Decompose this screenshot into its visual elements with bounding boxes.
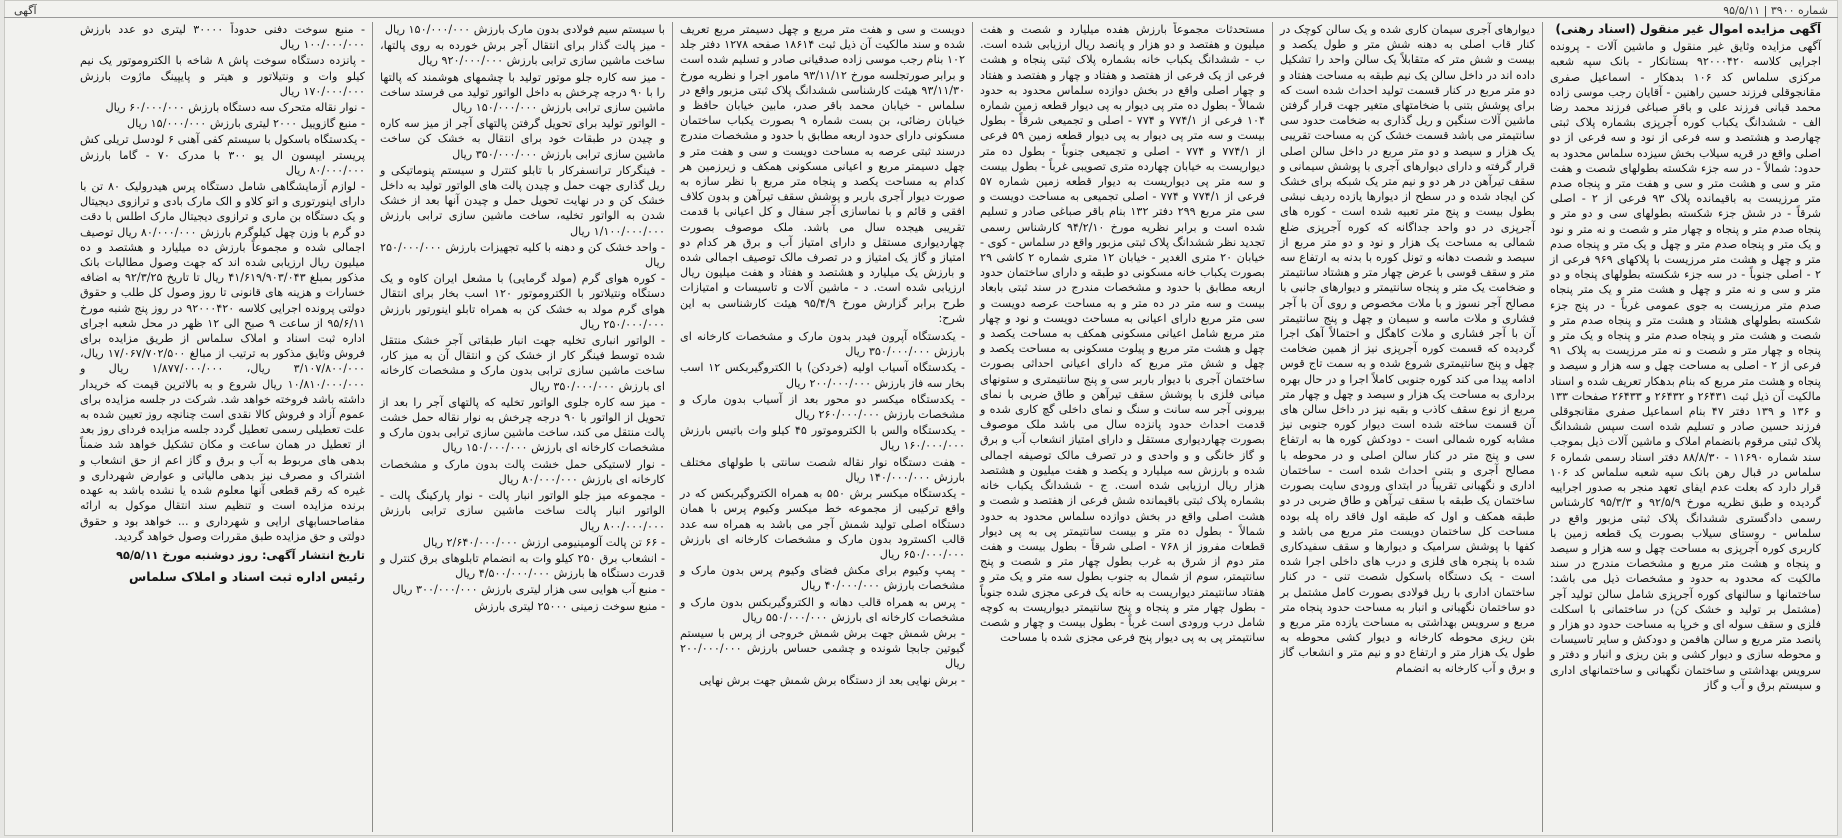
asset-item: - نوار نقاله متحرک سه دستگاه بارزش ۶۰/۰۰۰/۰۰۰ ریال [105, 101, 365, 115]
asset-item: - فینگرکار ترانسفرکار با تابلو کنترل و سیستم پنوماتیکی و ریل گذاری جهت حمل و چیدن پالت های الواتور تولید به داخل خشک کن و در نهایت تحویل حمل و چیدن آنها بعد از خشک شدن به الواتور تخلیه، ساخت ماشین سازی ترابی بارزش ۱/۱۰۰/۰۰۰/۰۰۰ ریال [380, 163, 665, 238]
asset-item: - یکدستگاه میکسر دو محور بعد از آسیاب بدون مارک و مشخصات بارزش ۲۶۰/۰۰۰/۰۰۰ ریال [680, 392, 965, 422]
asset-item: - پمپ وکیوم برای مکش فضای وکیوم پرس بدون مارک و مشخصات بارزش ۴۰/۰۰۰/۰۰۰ ریال [680, 564, 965, 593]
column-fade [673, 818, 972, 832]
asset-item: - پانزده دستگاه سوخت پاش ۸ شاخه با الکتروموتور یک نیم کیلو وات و ونتیلاتور و هیتر و پایپینگ ماژوت بارزش ۱۷۰/۰۰۰/۰۰۰ ریال [80, 54, 365, 98]
asset-item: - منبع گازوییل ۲۰۰۰ لیتری بارزش ۱۵/۰۰۰/۰۰۰ ریال [127, 117, 365, 131]
column-4-body: دویست و سی و هفت متر مربع و چهل دسیمتر مربع تعریف شده و سند مالکیت آن ذیل ثبت ۱۸۶۱۴ صفحه ۱۲۷۸ دفتر جلد ۱۰۲ بنام رجب موسی زاده صدقیانی صادر و تسلیم شده است و برابر صورتجلسه مورخ ۹۳/۱۱/۱۲ مامور اجرا و نظریه مورخ ۹۳/۱۱/۳۰ هیئت کارشناسی ششدانگ پلاک ثبتی مزبور واقع در سلماس - خیابان محمد باقر صدر، مابین خیابان حافظ و خیابان رضائی، بن بست شماره ۹ بصورت یکباب ساختمان مسکونی دارای حدود اربعه مطابق با حدود و مشخصات مندرج درسند ثبتی عرصه به مساحت دویست و سی و هفت متر و چهل دسیمتر مربع و اعیانی مسکونی همکف و زیرزمین هر کدام به مساحت یکصد و پنجاه متر مربع با نظر سازه به صورت دیوار آجری باربر و پوشش سقف تیرآهن و بدون کلاف افقی و قائم و با نماسازی آجر سفال و کل اعیانی با قدمت تقریبی هیجده سال می باشد. ملک موصوف بصورت چهاردیواری مستقل و دارای امتیاز آب و برق هر کدام دو امتیاز و گاز یک امتیاز و در تصرف مالک توصیف اجمالی شده و بارزش یک میلیارد و هشتصد و هفتاد و هفت میلیون ریال ارزیابی شده است. د - ماشین آلات و تاسیسات و امتیازات طرح برابر گزارش مورخ ۹۵/۴/۹ هیئت کارشناسی به این شرح: [680, 23, 965, 325]
asset-item: - برش نهایی بعد از دستگاه برش شمش جهت برش نهایی [699, 673, 965, 687]
asset-item: - انشعاب برق ۲۵۰ کیلو وات به انضمام تابلوهای برق کنترل و قدرت دستگاه ها بارزش ۴/۵۰۰/۰۰۰/۰۰۰ ریال [380, 551, 665, 581]
asset-item: - پرس به همراه قالب دهانه و الکتروگیربکس بدون مارک و مشخصات کارخانه ای بارزش ۵۵۰/۰۰۰/۰۰۰ ریال [680, 595, 965, 624]
column-1 [1543, 22, 1828, 832]
asset-item: - نوار لاستیکی حمل خشت پالت بدون مارک و مشخصات کارخانه ای بارزش ۸۰/۰۰۰/۰۰۰ ریال [380, 457, 665, 486]
asset-item: - برش شمش جهت برش شمش خروجی از پرس با سیستم گیوتین جابجا شونده و چشمی حساس بارزش ۲۰۰/۰۰۰/۰۰۰ ریال [680, 626, 965, 671]
asset-item: - منبع سوخت زمینی ۲۵۰۰۰ لیتری بارزش [474, 599, 665, 613]
asset-item: - الواتور تولید برای تحویل گرفتن پالتهای آجر از میز سه کاره و چیدن در طبقات خود برای انتقال به خشک کن ساخت ماشین سازی ترابی بارزش ۳۵۰/۰۰۰/۰۰۰ ریال [380, 117, 665, 161]
column-fade [373, 818, 672, 832]
asset-item: - واحد خشک کن و دهنه با کلیه تجهیزات بارزش ۲۵۰/۰۰۰/۰۰۰ ریال [380, 240, 665, 270]
columns-container [14, 22, 1828, 832]
issue-number: شماره ۳۹۰۰ | ۹۵/۵/۱۱ [1723, 3, 1828, 17]
column-3 [973, 22, 1273, 832]
asset-item: - یکدستگاه آپرون فیدر بدون مارک و مشخصات کارخانه ای بارزش ۳۵۰/۰۰۰/۰۰۰ ریال [680, 330, 965, 359]
notice-title: آگهی مزایده اموال غیر منقول (اسناد رهنی) [1555, 22, 1821, 36]
newspaper-page [4, 0, 1838, 836]
asset-item: - الواتور انباری تخلیه جهت انبار طبقاتی آجر خشک منتقل شده توسط فینگر کار از خشک کن و انتقال آن به میز کار، ساخت ماشین سازی ترابی بدون مارک و مشخصات کارخانه ای بارزش ۳۵۰/۰۰۰/۰۰۰ ریال [380, 334, 665, 393]
asset-item: - میز پالت گذار برای انتقال آجر برش خورده به روی پالتها، ساخت ماشین سازی ترابی بارزش ۹۲۰/۰۰۰/۰۰۰ ریال [380, 39, 665, 68]
asset-item: - منبع سوخت دفنی حدوداً ۳۰۰۰۰ لیتری دو عدد بارزش ۱۰۰/۰۰۰/۰۰۰ ریال [80, 23, 365, 52]
column-2-body: دیوارهای آجری سیمان کاری شده و یک سالن کوچک در کنار قاب اصلی به دهنه شش متر و طول یکصد و بیست و شش متر که متقابلاً یک سالن واحد را تشکیل داده اند در داخل سالن یک نیم طبقه به مساحت هفتاد و دو متر مربع در کنار قسمت تولید احداث شده است که برای پوشش بتنی با ضخامتهای متغیر جهت قرار گرفتن ماشین آلات سنگین و ریل گذاری به ضخامت حدود سی سانتیمتر می باشد قسمت خشک کن به مساحت تقریبی یک هزار و سیصد و دو متر مربع در داخل سالن اصلی قرار گرفته و دارای دیوارهای آجری با پوشش سیمانی و سقف تیرآهن در هر دو و نیم متر یک شبکه برای خشک کن ایجاد شده و در سطح از دیوارها یازده ردیف نبشی بطول بیست و پنج متر تعبیه شده است - کوره های آجرپزی در دو واحد جداگانه که کوره آجرپزی ضلع شمالی به مساحت یک هزار و نود و دو متر مربع از سیصد و شصت دهانه و تونل کوره با بدنه به ارتفاع سه متر و سقف قوسی با عرض چهار متر و هشتاد سانتیمتر و ضخامت یک متر و پنجاه سانتیمتر و دیوارهای جانبی با مصالح آجر نسوز و با ملات مخصوص و روی آن با آجر فشاری و ملات ماسه و سیمان و چهل و پنج سانتیمتر آن با آجر فشاری و ملات کاهگل و احتمالاً آهک اجرا گردیده که قسمت کوره آجرپزی نیز از همین ضخامت چهل و پنج سانتیمتری شروع شده و به سمت تاج قوس ادامه پیدا می کند کوره جنوبی کاملاً اجرا و در حال بهره برداری به مساحت یک هزار و سیصد و چهل و چهار متر مربع از نوع سقف کاذب و بقیه نیز در داخل سالن های آن قسمت ساخته شده است دیوار کوره جنوبی نیز مشابه کوره شمالی است - دودکش کوره ها به ارتفاع سی و پنج متر در کنار سالن اصلی و در محوطه با مصالح آجری و بتنی احداث شده است - ساختمان اداری و نگهبانی تقریباً در ابتدای ورودی سایت بصورت ساختمان یک طبقه با سقف تیرآهن و طاق ضربی در دو طبقه همکف و اول که طبقه اول فاقد راه پله بوده مساحت کل ساختمان دویست متر مربع می باشد و کفها با پوشش سرامیک و دیوارها و سقف سفیدکاری شده با پنجره های فلزی و درب های داخلی اجرا شده است - یک دستگاه باسکول شصت تنی - در کنار ساختمان اداری با ریل فولادی بصورت کامل مشتمل بر دو ساختمان نگهبانی و انبار به مساحت حدود پنجاه متر مربع و سرویس بهداشتی به مساحت یازده متر مربع و بتن ریزی محوطه کارخانه و دیوار کشی محوطه به طول یک هزار متر و ارتفاع دو و نیم متر و انشعاب گاز و برق و آب کارخانه به انضمام [1280, 23, 1535, 675]
column-fade [1273, 818, 1542, 832]
page-label: آگهی [14, 3, 37, 17]
column-fade [973, 818, 1272, 832]
column-3-body: مستحدثات مجموعاً بارزش هفده میلیارد و شصت و هفت میلیون و هفتصد و دو هزار و پانصد ریال ارزیابی شده است. ب - ششدانگ یکباب خانه بشماره پلاک ثبتی پنجاه و هشت فرعی از یک فرعی از هفتصد و هفتاد و چهار و هفتصد و هفتاد و چهار اصلی واقع در بخش دوازده سلماس محدود به حدود شمالاً - بطول ده متر پی دیوار به پی دیوار قطعه زمین شماره ۱۰۴ فرعی از ۷۷۴/۱ و ۷۷۴ - اصلی و تجمیعی شرقاً - بطول بیست و سه متر پی دیوار به پی دیوار قطعه زمین ۵۹ فرعی از ۷۷۴/۱ و ۷۷۴ - اصلی و تجمیعی جنوباً - بطول ده متر دیواریست به خیابان چهارده متری تصویبی غرباً - بطول بیست و سه متر پی دیواریست به دیوار قطعه زمین شماره ۵۷ فرعی از ۷۷۴/۱ و ۷۷۴ - اصلی تجمیعی به مساحت دویست و سی متر مربع ۲۹۹ دفتر ۱۳۲ بنام باقر صباغی صادر و تسلیم شده است و برابر نظریه مورخ ۹۴/۲/۱۰ کارشناس رسمی تجدید نظر ششدانگ پلاک ثبتی مزبور واقع در سلماس - کوی - خیابان ۲۰ متری الغدیر - خیابان ۱۲ متری شماره ۲ کاشی ۲۹ بصورت یکباب خانه مسکونی دو طبقه و دارای ساختمان حدود اربعه مطابق با حدود و مشخصات مندرج در سند ثبتی بابعاد بیست و سه متر در ده متر و به مساحت عرصه دویست و سی متر مربع دارای اعیانی به مساحت دویست و نود و چهار متر مربع شامل اعیانی مسکونی همکف به مساحت یکصد و چهل و هشت متر مربع و پیلوت مسکونی به مساحت یکصد و چهل و شش متر مربع که دارای اعیانی احداثی بصورت ساختمان آجری با دیوار باربر سی و پنج سانتیمتری و ستونهای میانی فلزی با پوشش سقف تیرآهن و طاق ضربی با نمای بیرونی آجر سه سانت و سنگ و نمای داخلی گچ کاری شده و قدمت احداث حدود پانزده سال می باشد ملک موصوف بصورت چهاردیواری مستقل و دارای امتیاز انشعاب آب و برق و گاز خانگی و و واحدی و در تصرف مالک توصیفه اجمالی شده و بارزش سه میلیارد و یکصد و هفت میلیون و هشتصد هزار ریال ارزیابی شده است. ج - ششدانگ یکباب خانه بشماره پلاک ثبتی باقیمانده شش فرعی از هفتصد و شصت و هشت اصلی واقع در بخش دوازده سلماس محدود به حدود شمالاً - بطول ده متر و بیست سانتیمتر پی به پی دیوار قطعات مفروز از ۷۶۸ - اصلی شرقاً - بطول بیست و هفت متر دوم از شرق به غرب بطول چهار متر و شصت و پنج سانتیمتر، سوم از شمال به جنوب بطول سه متر و یک متر و هفتاد سانتیمتر دیواریست به خانه یک فرعی مجزی شده جنوباً - بطول چهار متر و پنجاه و پنج سانتیمتر دیواریست به کوچه شامل درب ورودی است غرباً - بطول بیست و چهار و شصت سانتیمتر پی به پی دیوار پنج فرعی مجزی شده با مساحت [980, 23, 1266, 645]
asset-item: - منبع آب هوایی سی هزار لیتری بارزش ۳۰۰/۰۰۰/۰۰۰ ریال [392, 583, 665, 597]
asset-item: - مجموعه میز جلو الواتور انبار پالت - نوار پارکینگ پالت - الواتور انبار پالت ساخت ماشین سازی ترابی بارزش ۸۰۰/۰۰۰/۰۰۰ ریال [380, 489, 665, 533]
asset-item: - یکدستگاه باسکول با سیستم کفی آهنی ۶ لودسل تریلی کش پریستر ایپسون ال یو ۳۰۰ با مدرک ۷۰ - گاما بارزش ۸۰/۰۰۰/۰۰۰ ریال [80, 133, 366, 177]
asset-item: - یکدستگاه میکسر برش ۵۵۰ به همراه الکتروگیربکس که در واقع ترکیبی از مجموعه خط میکسر وکیوم پرس با همان دستگاه اصلی تولید شمش آجر می باشد به همراه سه عدد قالب اکسترود بدون مارک و مشخصات کارخانه ای بارزش ۶۵۰/۰۰۰/۰۰۰ ریال [680, 487, 965, 561]
column-1-body: آگهی مزایده وثایق غیر منقول و ماشین آلات - پرونده اجرایی کلاسه ۹۲۰۰۰۴۲۰ بستانکار - بانک سپه شعبه مرکزی سلماس کد ۱۰۶ بدهکار - اسماعیل صفری مقانجوقلی فرزند حسین راهنین - آقایان رجب موسی زاده محمد قبانی فرزند علی و باقر صباغی فرزند محمد رضا الف - ششدانگ یکباب کوره آجرپزی بشماره پلاک ثبتی چهارصد و هشتصد و سه فرعی از نود و سه فرعی از دو اصلی واقع در قریه سیلاب بخش سیزده سلماس محدود به حدود: شمالاً - در سه جزء شکسته بطولهای شصت و هفت متر و سی و هشت متر و سی و هفت متر و پنجاه صدم متر مرزیست به باقیمانده پلاک ۹۳ فرعی از ۲ - اصلی شرقاً - در شش جزء شکسته بطولهای سی و دو متر و پنجاه صدم متر و پنجاه و چهار متر و شصت و نه متر و نود و یک متر و پنجاه صدم متر و چهل و یک متر و پنجاه صدم متر و چهل و هشت متر مرزیست با پلاکهای ۹۶۹ فرعی از ۲ - اصلی جنوباً - در سه جزء شکسته بطولهای پنجاه و دو متر و سی و نه متر و چهل و هشت متر و یک متر پنجاه صدم متر مرزیست به جوی عمومی غرباً - در پنج جزء شکسته بطولهای هشتاد و هشت متر و پنجاه صدم متر و شصت و هشت متر و پنجاه صدم متر و پنجاه و یک متر و پنجاه و چهار متر و شصت و نه متر مرزیست به پلاک ۹۱ فرعی از ۲ - اصلی به مساحت چهل و سه هزار و سیصد و پنجاه و هشت متر مربع که بنام بدهکار تعریف شده و اسناد مالکیت آن ذیل ثبت ۲۶۴۳۱ و ۲۶۴۳۲ و ۲۶۴۳۳ صفحات ۱۳۳ و ۱۳۶ و ۱۳۹ دفتر ۴۷ بنام اسماعیل صفری مقانجوقلی فرزند حسین صادر و تسلیم شده است سپس ششدانگ پلاک ثبتی مرقوم بانضمام املاک و ماشین آلات ذیل بموجب سند شماره ۱۱۶۹۰ - ۸۸/۸/۳۰ دفتر اسناد رسمی شماره ۶ سلماس در قبال رهن بانک سپه شعبه سلماس کد ۱۰۶ قرار دارد که بعلت عدم ایفای تعهد منجر به صدور اجراییه گردیده و طبق نظریه مورخ ۹۲/۵/۹ و ۹۵/۳/۳ کارشناس رسمی دادگستری ششدانگ پلاک ثبتی مزبور واقع در سلماس - روستای سیلاب بصورت یک قطعه زمین با کاربری کوره آجرپزی به مساحت چهل و سه هزار و سیصد و پنجاه و هشت متر مربع و مشخصات مندرج در سند مالکیت که محدود به حدود و مشخصات ذیل می باشد: ساختمانها و سالنهای کوره آجرپزی شامل سالن تولید آجر (مشتمل بر تولید و خشک کن) در ساختمانی با اسکلت فلزی و سقف سوله ای و خرپا به مساحت حدود دو هزار و پانصد متر مربع و سالن هافمن و دودکش و سایر تاسیسات و محوطه سازی و دیوار کشی و بتن ریزی و انبار و دفتر و سرویس بهداشتی و ساختمان نگهبانی و ساختمانهای اداری و سیستم برق و آب و گاز [1550, 40, 1822, 692]
column-fade [1543, 818, 1828, 832]
issuer-signature: رئیس اداره ثبت اسناد و املاک سلماس [129, 569, 365, 585]
column-6 [73, 22, 373, 832]
header-rule [4, 17, 1838, 18]
column-4 [673, 22, 973, 832]
asset-item: - میز سه کاره جلوی الواتور تخلیه که پالتهای آجر را بعد از تحویل از الواتور با ۹۰ درجه چرخش به نوار نقاله حمل خشت پالت منتقل می کند، ساخت ماشین سازی ترابی بدون مارک و مشخصات کارخانه ای بارزش ۱۵۰/۰۰۰/۰۰۰ ریال [380, 395, 665, 455]
asset-item: - میز سه کاره جلو موتور تولید با چشمهای هوشمند که پالتها را با ۹۰ درجه چرخش به داخل الواتور تولید می فرستد ساخت ماشین سازی ترابی بارزش ۱۵۰/۰۰۰/۰۰۰ ریال [380, 70, 665, 115]
auction-terms: - لوازم آزمایشگاهی شامل دستگاه پرس هیدرولیک ۸۰ تن با دارای اینورتوری و اتو کلاو و الک مارک بادی و ترازوی دیجیتال و یک دستگاه بن ماری و ترازوی دیجیتال مارک اطلس با دقت دو گرم با وزن چهل کیلوگرم بارزش ۸۰/۰۰۰/۰۰۰ ریال توصیف اجمالی شده و مجموعاً بارزش ده میلیارد و هشتصد و ده میلیون ریال ارزیابی شده اند که جهت وصول مطالبات بانک مذکور بمبلغ ۴۱/۶۱۹/۹۰۳/۰۴۳ ریال تا تاریخ ۹۲/۳/۲۵ به اضافه خسارات و هزینه های قانونی تا روز وصول کل طلب و حقوق دولتی پرونده اجرایی کلاسه ۹۲۰۰۰۴۲۰ در روز پنج شنبه مورخ ۹۵/۶/۱۱ از ساعت ۹ صبح الی ۱۲ ظهر در محل شعبه اجرای اداره ثبت اسناد و املاک سلماس از طریق مزایده برای فروش وثایق مذکور به ترتیب از مبالغ ۱۷/۰۶۷/۷۰۲/۵۰۰ ریال، ۳/۱۰۷/۸۰۰/۰۰۰ ریال، ۱/۸۷۷/۰۰۰/۰۰۰ ریال و ۱۰/۸۱۰/۰۰۰/۰۰۰ ریال شروع و به بالاترین قیمت که خریدار داشته باشد فروخته خواهد شد. شرکت در جلسه مزایده برای عموم آزاد و فروش کالا نقدی است چنانچه روز تعیین شده به علت تعطیلی رسمی تعطیل گردد جلسه مزایده فردای روز بعد از تعطیل در همان ساعت و مکان تشکیل خواهد شد ضمناً بدهی های مربوط به آب و برق و گاز اعم از حق انشعاب و اشتراک و مصرف نیز بدهی مالیاتی و عوارض شهرداری و غیره که رقم قطعی آنها معلوم شده یا نشده باشد به عهده برنده مزایده است و تنظیم سند انتقال موکول به ارائه مفاصاحسابهای ارایی و شهرداری و ... خواهد بود و حقوق دولتی و حق مزایده طبق مقررات وصول خواهد گردید. [80, 180, 366, 543]
column-2 [1273, 22, 1543, 832]
asset-item: - ۶۶ تن پالت آلومینیومی ارزش ۲/۶۴۰/۰۰۰/۰۰۰ ریال [422, 535, 665, 549]
asset-item: با سیستم سیم فولادی بدون مارک بارزش ۱۵۰/۰۰۰/۰۰۰ ریال [384, 23, 665, 36]
publication-date: تاریخ انتشار آگهی: روز دوشنبه مورخ ۹۵/۵/۱۱ [116, 548, 365, 562]
asset-item: - یکدستگاه والس با الکتروموتور ۴۵ کیلو وات باتیس بارزش ۱۶۰/۰۰۰/۰۰۰ ریال [680, 424, 965, 453]
asset-item: - هفت دستگاه نوار نقاله شصت سانتی با طولهای مختلف بارزش ۱۴۰/۰۰۰/۰۰۰ ریال [680, 455, 965, 484]
asset-item: - کوره هوای گرم (مولد گرمایی) با مشعل ایران کاوه و یک دستگاه ونتیلاتور با الکتروموتور ۱۲۰ اسب بخار برای انتقال هوای گرم مولد به خشک کن به همراه تابلو اینورتور بارزش ۲۵۰/۰۰۰/۰۰۰ ریال [380, 272, 665, 331]
page-header [4, 0, 1838, 20]
column-5 [373, 22, 673, 832]
asset-item: - یکدستگاه آسیاب اولیه (خردکن) با الکتروگیربکس ۱۲ اسب بخار سه فاز بارزش ۲۰۰/۰۰۰/۰۰۰ ریال [680, 361, 965, 390]
